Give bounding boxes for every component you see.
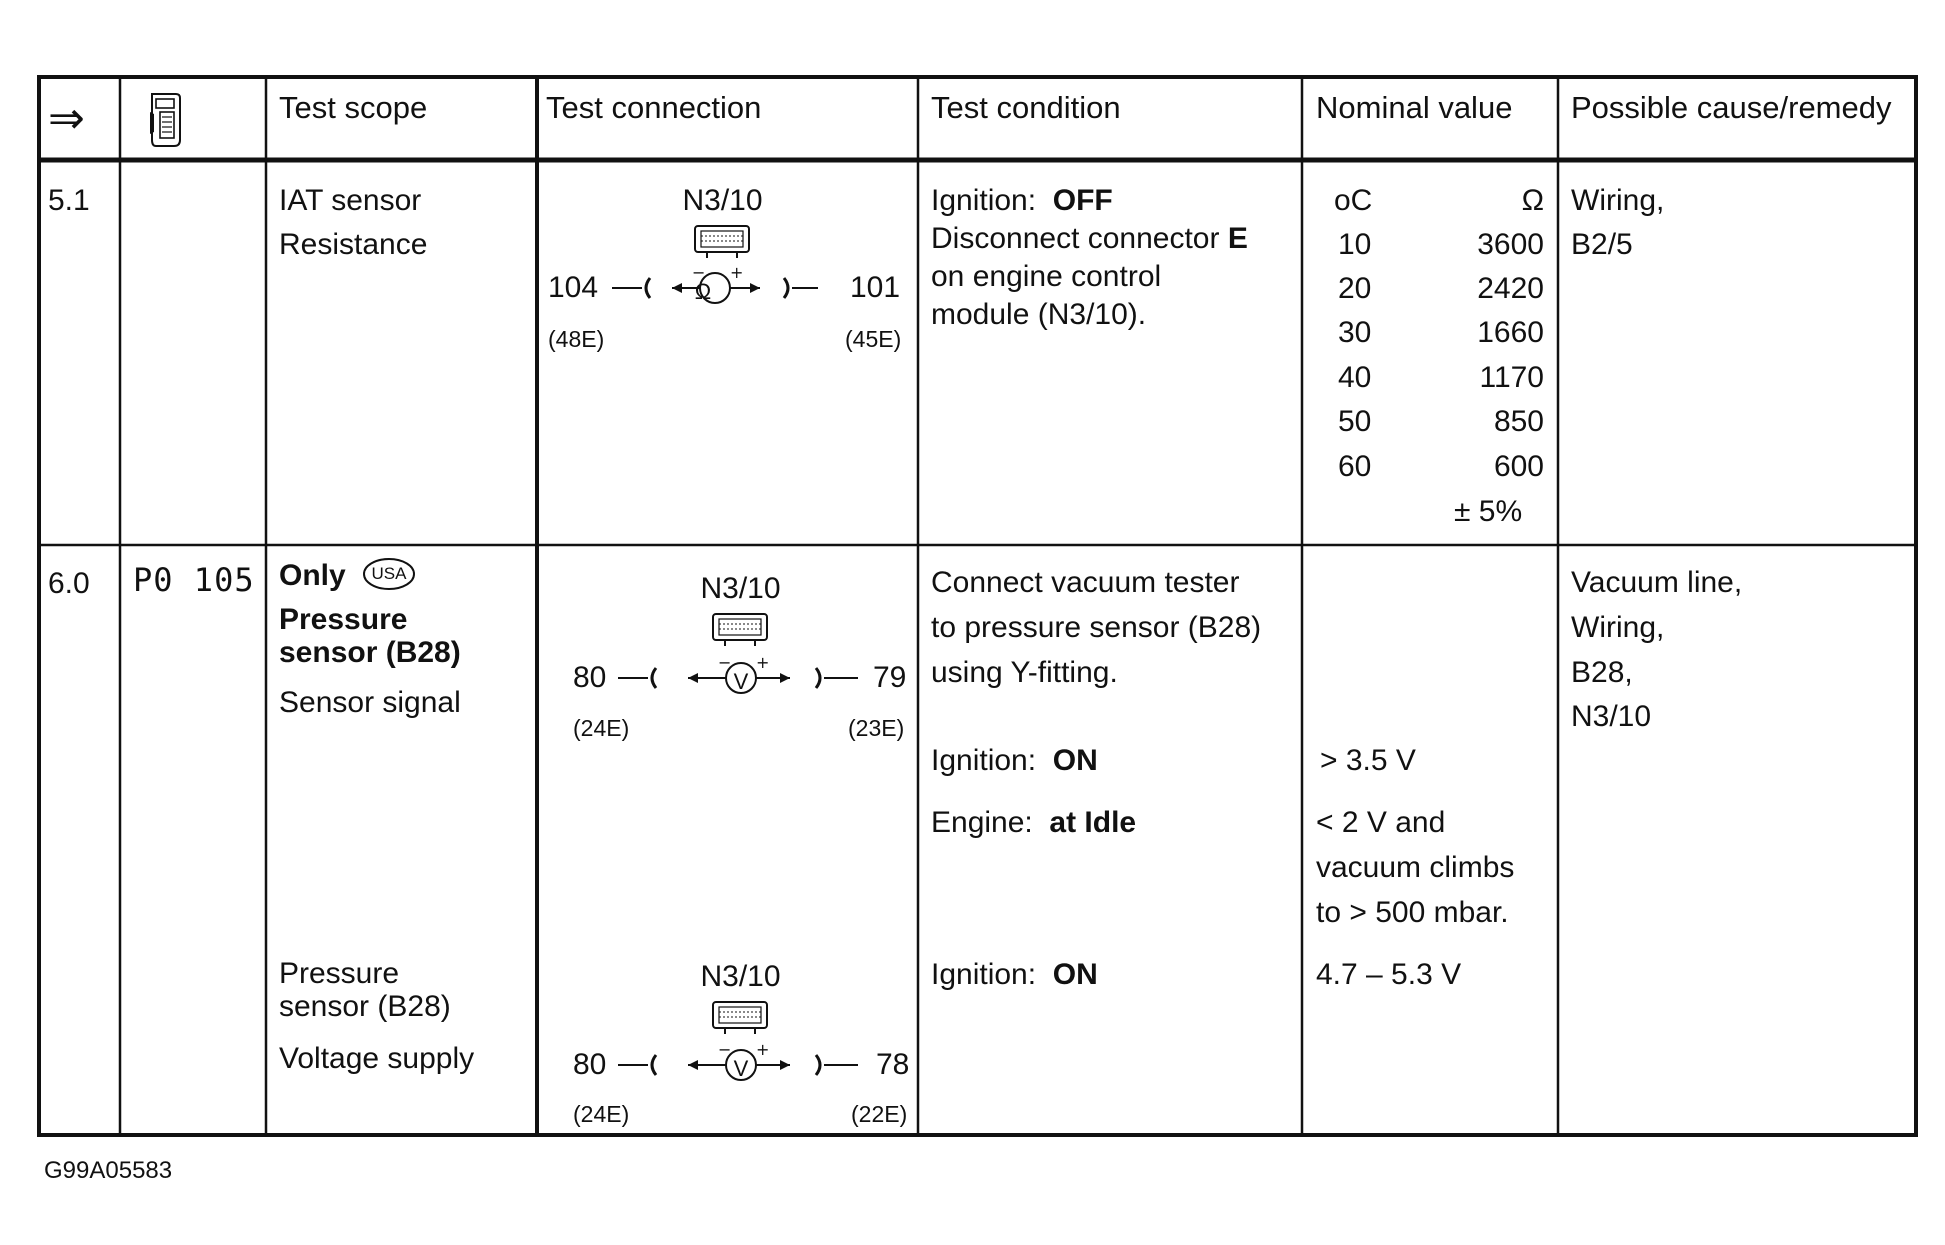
condition-line: module (N3/10). [931, 298, 1147, 331]
right-pin-number: 79 [873, 661, 907, 694]
volt-symbol: V [733, 669, 749, 694]
resistance-value: 600 [1493, 450, 1544, 483]
usa-badge-text: USA [371, 564, 407, 583]
left-pin-code: (24E) [573, 1101, 630, 1127]
usa-badge-icon [362, 557, 416, 591]
condition-text: Disconnect connector [931, 222, 1220, 255]
module-label: N3/10 [700, 572, 781, 605]
condition-line: Connect vacuum tester [931, 566, 1240, 599]
module-label: N3/10 [682, 184, 763, 217]
cause-line: Wiring, [1571, 611, 1665, 644]
right-pin-number: 101 [850, 271, 901, 304]
scope-subtitle: Voltage supply [279, 1042, 475, 1075]
resistance-value: 1170 [1479, 361, 1544, 394]
temperature-value: 10 [1338, 228, 1372, 261]
temperature-value: 60 [1338, 450, 1372, 483]
connector-letter: E [1227, 222, 1248, 255]
right-pin-number: 78 [876, 1048, 910, 1081]
temperature-value: 50 [1338, 405, 1372, 438]
arrow-icon: ⇒ [48, 94, 85, 143]
module-connector-icon [693, 222, 753, 262]
condition-label: Ignition: [931, 184, 1037, 217]
left-pin-number: 104 [548, 271, 599, 304]
header-nominal-value: Nominal value [1316, 90, 1513, 125]
nominal-value: to > 500 mbar. [1316, 896, 1509, 929]
cause-line: B28, [1571, 656, 1633, 689]
module-connector-icon [711, 610, 771, 650]
condition-line [931, 958, 1098, 992]
svg-text:+: + [756, 653, 770, 672]
svg-text:−: − [718, 653, 732, 672]
nominal-value: vacuum climbs [1316, 851, 1515, 884]
volt-symbol: V [733, 1056, 749, 1081]
condition-line [931, 806, 1136, 840]
svg-text:−: − [692, 263, 706, 282]
resistance-value: 2420 [1477, 272, 1544, 305]
cause-line: N3/10 [1571, 700, 1652, 733]
header-possible-cause: Possible cause/remedy [1571, 90, 1892, 125]
scope-subtitle: Sensor signal [279, 686, 461, 719]
step-number: 5.1 [48, 184, 90, 217]
header-test-scope: Test scope [279, 90, 428, 125]
test-scope-line: IAT sensor [279, 184, 422, 217]
temperature-value: 20 [1338, 272, 1372, 305]
condition-label: Ignition: [931, 958, 1037, 991]
ohm-symbol: Ω [694, 279, 712, 304]
tester-icon [146, 92, 186, 150]
nominal-value: 4.7 – 5.3 V [1316, 958, 1462, 991]
condition-line [931, 184, 1113, 218]
condition-line [931, 744, 1098, 778]
header-test-condition: Test condition [931, 90, 1121, 125]
resistance-value: 3600 [1477, 228, 1544, 261]
condition-line: using Y-fitting. [931, 656, 1118, 689]
step-number: 6.0 [48, 567, 90, 600]
condition-value: at Idle [1049, 806, 1137, 839]
svg-text:+: + [756, 1040, 770, 1059]
condition-value: OFF [1052, 184, 1113, 217]
voltmeter-connection-icon [618, 1040, 828, 1087]
left-pin-number: 80 [573, 661, 607, 694]
module-label: N3/10 [700, 960, 781, 993]
svg-text:+: + [730, 263, 744, 282]
condition-line [931, 222, 1248, 256]
scope-title: sensor (B28) [279, 636, 461, 669]
temperature-header: oC [1334, 184, 1373, 217]
resistance-header: Ω [1521, 184, 1544, 217]
right-pin-code: (22E) [851, 1101, 908, 1127]
left-pin-number: 80 [573, 1048, 607, 1081]
right-pin-code: (23E) [848, 715, 905, 741]
scope-title: sensor (B28) [279, 990, 451, 1023]
module-connector-icon [711, 998, 771, 1038]
svg-text:−: − [718, 1040, 732, 1059]
condition-value: ON [1052, 744, 1098, 777]
scope-only-label: Only [279, 559, 346, 592]
resistance-value: 850 [1493, 405, 1544, 438]
cause-line: Wiring, [1571, 184, 1665, 217]
condition-label: Engine: [931, 806, 1033, 839]
cause-line: Vacuum line, [1571, 566, 1743, 599]
nominal-value: < 2 V and [1316, 806, 1446, 839]
condition-value: ON [1052, 958, 1098, 991]
scope-title: Pressure [279, 603, 408, 636]
nominal-value: > 3.5 V [1320, 744, 1416, 777]
temperature-value: 40 [1338, 361, 1372, 394]
condition-line: to pressure sensor (B28) [931, 611, 1262, 644]
voltmeter-connection-icon [618, 653, 828, 700]
figure-id: G99A05583 [44, 1157, 173, 1184]
test-scope-line: Resistance [279, 228, 428, 261]
right-pin-code: (45E) [845, 326, 902, 352]
left-pin-code: (24E) [573, 715, 630, 741]
left-pin-code: (48E) [548, 326, 605, 352]
temperature-value: 30 [1338, 316, 1372, 349]
condition-line: on engine control [931, 260, 1162, 293]
fault-code: P0 105 [133, 561, 255, 599]
tolerance-value: ± 5% [1454, 495, 1523, 528]
header-test-connection: Test connection [546, 90, 762, 125]
scope-title: Pressure [279, 957, 400, 990]
resistance-value: 1660 [1477, 316, 1544, 349]
cause-line: B2/5 [1571, 228, 1633, 261]
condition-label: Ignition: [931, 744, 1037, 777]
